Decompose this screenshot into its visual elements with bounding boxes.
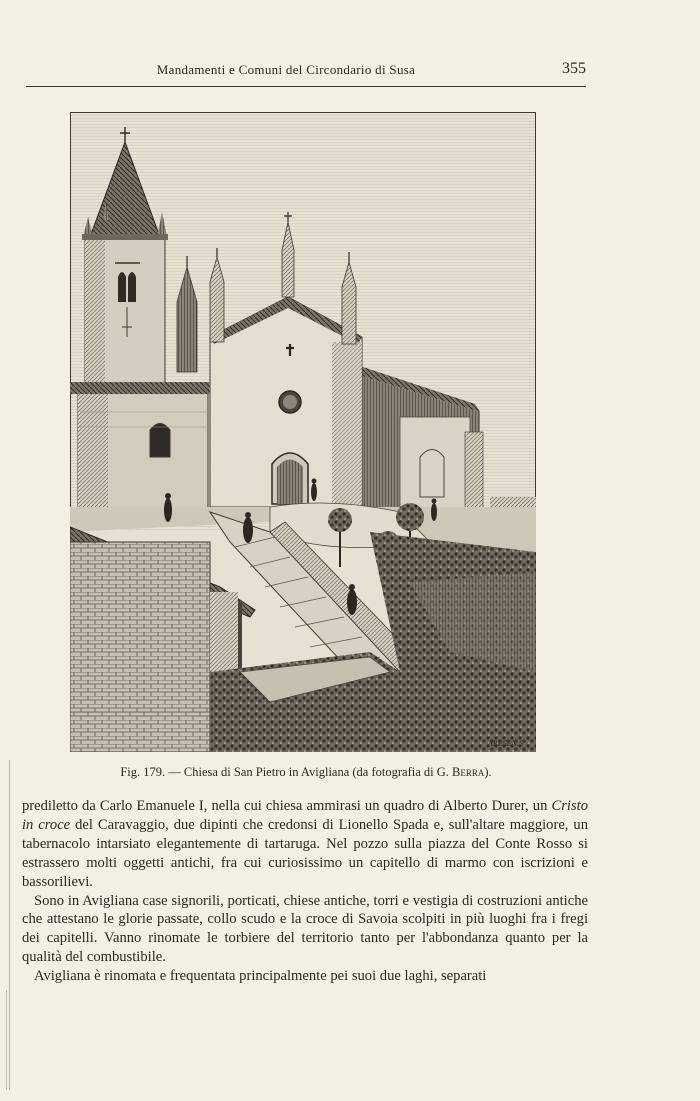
paragraph-1-text-a: prediletto da Carlo Emanuele I, nella cui chiesa ammirasi un quadro di Alberto Durer, un bbox=[22, 798, 552, 814]
body-text bbox=[22, 797, 588, 986]
caption-author: G. Berra bbox=[436, 765, 485, 779]
figure-caption bbox=[26, 765, 586, 780]
caption-end: ). bbox=[484, 765, 492, 779]
engraving-figure bbox=[70, 112, 536, 752]
paragraph-1-italic-title: Cristo in croce bbox=[22, 798, 588, 833]
header-rule bbox=[26, 86, 586, 87]
engraver-signature: ARESEN.S bbox=[488, 739, 523, 748]
paragraph-1 bbox=[22, 797, 588, 892]
paragraph-1-text-b: del Caravaggio, due dipinti che credonsi di Lionello Spada e, sull'altare maggiore, un tabernacolo intarsiato elegantemente di tartaruga. Nel pozzo sulla piazza del Conte Rosso si estrassero molti oggetti antichi, fra cui curiosissimo un capitello di marmo con iscrizioni e bassorilievi. bbox=[22, 816, 588, 890]
paragraph-2: Sono in Avigliana case signorili, porticati, chiese antiche, torri e vestigia di costruzioni antiche che attestano le glorie passate, collo scudo e la croce di Savoia scolpiti in più luoghi fra i fregi dei capitelli. Vanno rinomate le torbiere del territorio tanto per l'abbondanza quanto per la qualità del combustibile. bbox=[22, 892, 588, 966]
caption-text: Fig. 179. — Chiesa di San Pietro in Avigliana (da fotografia di bbox=[120, 765, 437, 779]
paragraph-3: Avigliana è rinomata e frequentata principalmente pei suoi due laghi, separati bbox=[34, 968, 487, 985]
header-title: Mandamenti e Comuni del Circondario di Susa bbox=[156, 62, 416, 77]
running-header bbox=[26, 60, 586, 82]
scan-margin-line-secondary bbox=[6, 990, 7, 1090]
scan-margin-line bbox=[9, 760, 10, 1090]
church-engraving-illustration bbox=[70, 112, 536, 752]
page-number: 355 bbox=[562, 60, 586, 77]
